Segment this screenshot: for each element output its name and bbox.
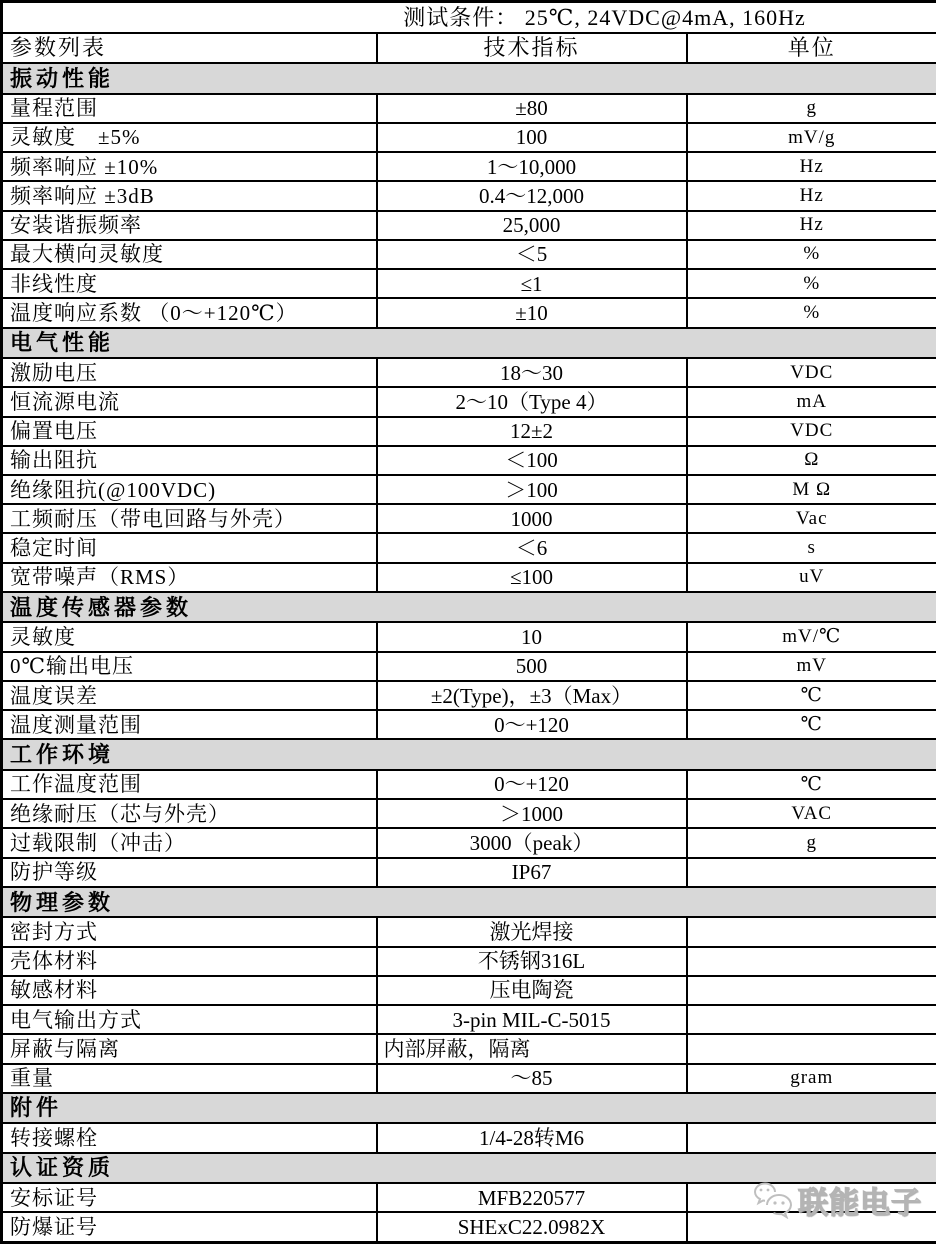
unit-value: g xyxy=(687,828,936,857)
spec-value: 不锈钢316L xyxy=(377,947,687,976)
unit-value: VAC xyxy=(687,799,936,828)
unit-value: uV xyxy=(687,563,936,592)
spec-value: 25,000 xyxy=(377,211,687,240)
parameter-name: 宽带噪声（RMS） xyxy=(2,563,377,592)
parameter-name: 工作温度范围 xyxy=(2,770,377,799)
spec-value: ＞1000 xyxy=(377,799,687,828)
unit-value: s xyxy=(687,533,936,562)
parameter-name: 频率响应 ±10% xyxy=(2,152,377,181)
spec-value: SHExC22.0982X xyxy=(377,1212,687,1242)
unit-value: g xyxy=(687,94,936,123)
parameter-name: 灵敏度 xyxy=(2,622,377,651)
table-row xyxy=(2,358,936,387)
table-row xyxy=(2,94,936,123)
table-row xyxy=(2,387,936,416)
unit-value: VDC xyxy=(687,417,936,446)
spec-value: 100 xyxy=(377,123,687,152)
parameter-name: 安标证号 xyxy=(2,1183,377,1212)
table-row xyxy=(2,1034,936,1063)
col-header-parameter: 参数列表 xyxy=(2,33,377,64)
parameter-name: 敏感材料 xyxy=(2,976,377,1005)
table-row xyxy=(2,770,936,799)
table-row xyxy=(2,976,936,1005)
table-row xyxy=(2,1064,936,1093)
parameter-name: 安装谐振频率 xyxy=(2,211,377,240)
parameter-name: 防爆证号 xyxy=(2,1212,377,1242)
spec-value: 1～10,000 xyxy=(377,152,687,181)
watermark-text: 联能电子 xyxy=(798,1187,922,1220)
spec-value: 12±2 xyxy=(377,417,687,446)
spec-value: ＜6 xyxy=(377,533,687,562)
parameter-name: 工频耐压（带电回路与外壳） xyxy=(2,504,377,533)
unit-value: % xyxy=(687,298,936,327)
section-title: 电气性能 xyxy=(2,328,936,359)
parameter-name: 温度误差 xyxy=(2,681,377,710)
unit-value: Vac xyxy=(687,504,936,533)
table-row xyxy=(2,269,936,298)
parameter-name: 恒流源电流 xyxy=(2,387,377,416)
spec-value: ≤1 xyxy=(377,269,687,298)
spec-value: ＜100 xyxy=(377,446,687,475)
unit-value xyxy=(687,1123,936,1152)
unit-value: Hz xyxy=(687,181,936,210)
table-row xyxy=(2,710,936,739)
section-header-row xyxy=(2,1153,936,1184)
test-conditions-text: 测试条件： 25℃, 24VDC@4mA, 160Hz xyxy=(2,2,936,33)
table-row xyxy=(2,504,936,533)
spec-value: 10 xyxy=(377,622,687,651)
section-title: 认证资质 xyxy=(2,1153,936,1184)
parameter-name: 重量 xyxy=(2,1064,377,1093)
spec-value: ±80 xyxy=(377,94,687,123)
column-header-row xyxy=(2,33,936,64)
unit-value: % xyxy=(687,240,936,269)
table-row xyxy=(2,828,936,857)
parameter-name: 绝缘阻抗(@100VDC) xyxy=(2,475,377,504)
parameter-name: 转接螺栓 xyxy=(2,1123,377,1152)
table-row xyxy=(2,917,936,946)
spec-value: ±10 xyxy=(377,298,687,327)
parameter-name: 温度响应系数 （0～+120℃） xyxy=(2,298,377,327)
col-header-spec: 技术指标 xyxy=(377,33,687,64)
table-row xyxy=(2,475,936,504)
table-row xyxy=(2,947,936,976)
col-header-unit: 单位 xyxy=(687,33,936,64)
parameter-name: 稳定时间 xyxy=(2,533,377,562)
unit-value: gram xyxy=(687,1064,936,1093)
parameter-name: 绝缘耐压（芯与外壳） xyxy=(2,799,377,828)
spec-value: ≤100 xyxy=(377,563,687,592)
spec-value: 1/4-28转M6 xyxy=(377,1123,687,1152)
table-row xyxy=(2,1183,936,1212)
spec-value: ＜5 xyxy=(377,240,687,269)
parameter-name: 过载限制（冲击） xyxy=(2,828,377,857)
section-title: 附件 xyxy=(2,1093,936,1124)
table-row xyxy=(2,681,936,710)
section-title: 物理参数 xyxy=(2,887,936,918)
parameter-name: 输出阻抗 xyxy=(2,446,377,475)
section-header-row xyxy=(2,592,936,623)
parameter-name: 温度测量范围 xyxy=(2,710,377,739)
spec-value: 3-pin MIL-C-5015 xyxy=(377,1005,687,1034)
unit-value: Hz xyxy=(687,211,936,240)
section-title: 工作环境 xyxy=(2,739,936,770)
spec-value: 3000（peak） xyxy=(377,828,687,857)
spec-value: ～85 xyxy=(377,1064,687,1093)
parameter-name: 灵敏度 ±5% xyxy=(2,123,377,152)
unit-value: Ω xyxy=(687,446,936,475)
unit-value: VDC xyxy=(687,358,936,387)
parameter-name: 防护等级 xyxy=(2,858,377,887)
section-header-row xyxy=(2,63,936,94)
unit-value xyxy=(687,1005,936,1034)
test-conditions-row xyxy=(2,2,936,33)
unit-value xyxy=(687,1183,936,1212)
spec-value: 500 xyxy=(377,652,687,681)
table-row xyxy=(2,211,936,240)
unit-value: mV xyxy=(687,652,936,681)
unit-value xyxy=(687,1212,936,1242)
parameter-name: 频率响应 ±3dB xyxy=(2,181,377,210)
parameter-name: 电气输出方式 xyxy=(2,1005,377,1034)
unit-value: ℃ xyxy=(687,770,936,799)
table-row xyxy=(2,1005,936,1034)
unit-value: M Ω xyxy=(687,475,936,504)
table-row xyxy=(2,622,936,651)
section-title: 温度传感器参数 xyxy=(2,592,936,623)
table-row xyxy=(2,298,936,327)
unit-value xyxy=(687,1034,936,1063)
section-header-row xyxy=(2,1093,936,1124)
section-header-row xyxy=(2,739,936,770)
parameter-name: 0℃输出电压 xyxy=(2,652,377,681)
table-row xyxy=(2,652,936,681)
spec-value: 0.4～12,000 xyxy=(377,181,687,210)
parameter-name: 非线性度 xyxy=(2,269,377,298)
parameter-name: 量程范围 xyxy=(2,94,377,123)
table-row xyxy=(2,417,936,446)
table-row xyxy=(2,1212,936,1242)
table-row xyxy=(2,152,936,181)
spec-value: 压电陶瓷 xyxy=(377,976,687,1005)
unit-value: mA xyxy=(687,387,936,416)
spec-value: IP67 xyxy=(377,858,687,887)
unit-value: Hz xyxy=(687,152,936,181)
unit-value xyxy=(687,917,936,946)
table-row xyxy=(2,1123,936,1152)
table-row xyxy=(2,240,936,269)
unit-value: ℃ xyxy=(687,710,936,739)
unit-value: % xyxy=(687,269,936,298)
section-header-row xyxy=(2,887,936,918)
table-row xyxy=(2,799,936,828)
spec-value: 激光焊接 xyxy=(377,917,687,946)
parameter-name: 屏蔽与隔离 xyxy=(2,1034,377,1063)
parameter-name: 偏置电压 xyxy=(2,417,377,446)
parameter-name: 壳体材料 xyxy=(2,947,377,976)
spec-value: 1000 xyxy=(377,504,687,533)
parameter-name: 激励电压 xyxy=(2,358,377,387)
unit-value: mV/g xyxy=(687,123,936,152)
table-row xyxy=(2,563,936,592)
table-row xyxy=(2,533,936,562)
unit-value xyxy=(687,976,936,1005)
unit-value: mV/℃ xyxy=(687,622,936,651)
spec-value: 内部屏蔽，隔离 xyxy=(377,1034,687,1063)
table-row xyxy=(2,858,936,887)
table-row xyxy=(2,181,936,210)
spec-value: 2～10（Type 4） xyxy=(377,387,687,416)
unit-value: ℃ xyxy=(687,681,936,710)
spec-value: ＞100 xyxy=(377,475,687,504)
parameter-name: 最大横向灵敏度 xyxy=(2,240,377,269)
section-title: 振动性能 xyxy=(2,63,936,94)
unit-value xyxy=(687,947,936,976)
section-header-row xyxy=(2,328,936,359)
spec-value: 0～+120 xyxy=(377,770,687,799)
spec-value: 18～30 xyxy=(377,358,687,387)
table-row xyxy=(2,446,936,475)
parameter-name: 密封方式 xyxy=(2,917,377,946)
spec-value: MFB220577 xyxy=(377,1183,687,1212)
spec-value: 0～+120 xyxy=(377,710,687,739)
spec-value: ±2(Type)，±3（Max） xyxy=(377,681,687,710)
unit-value xyxy=(687,858,936,887)
table-row xyxy=(2,123,936,152)
